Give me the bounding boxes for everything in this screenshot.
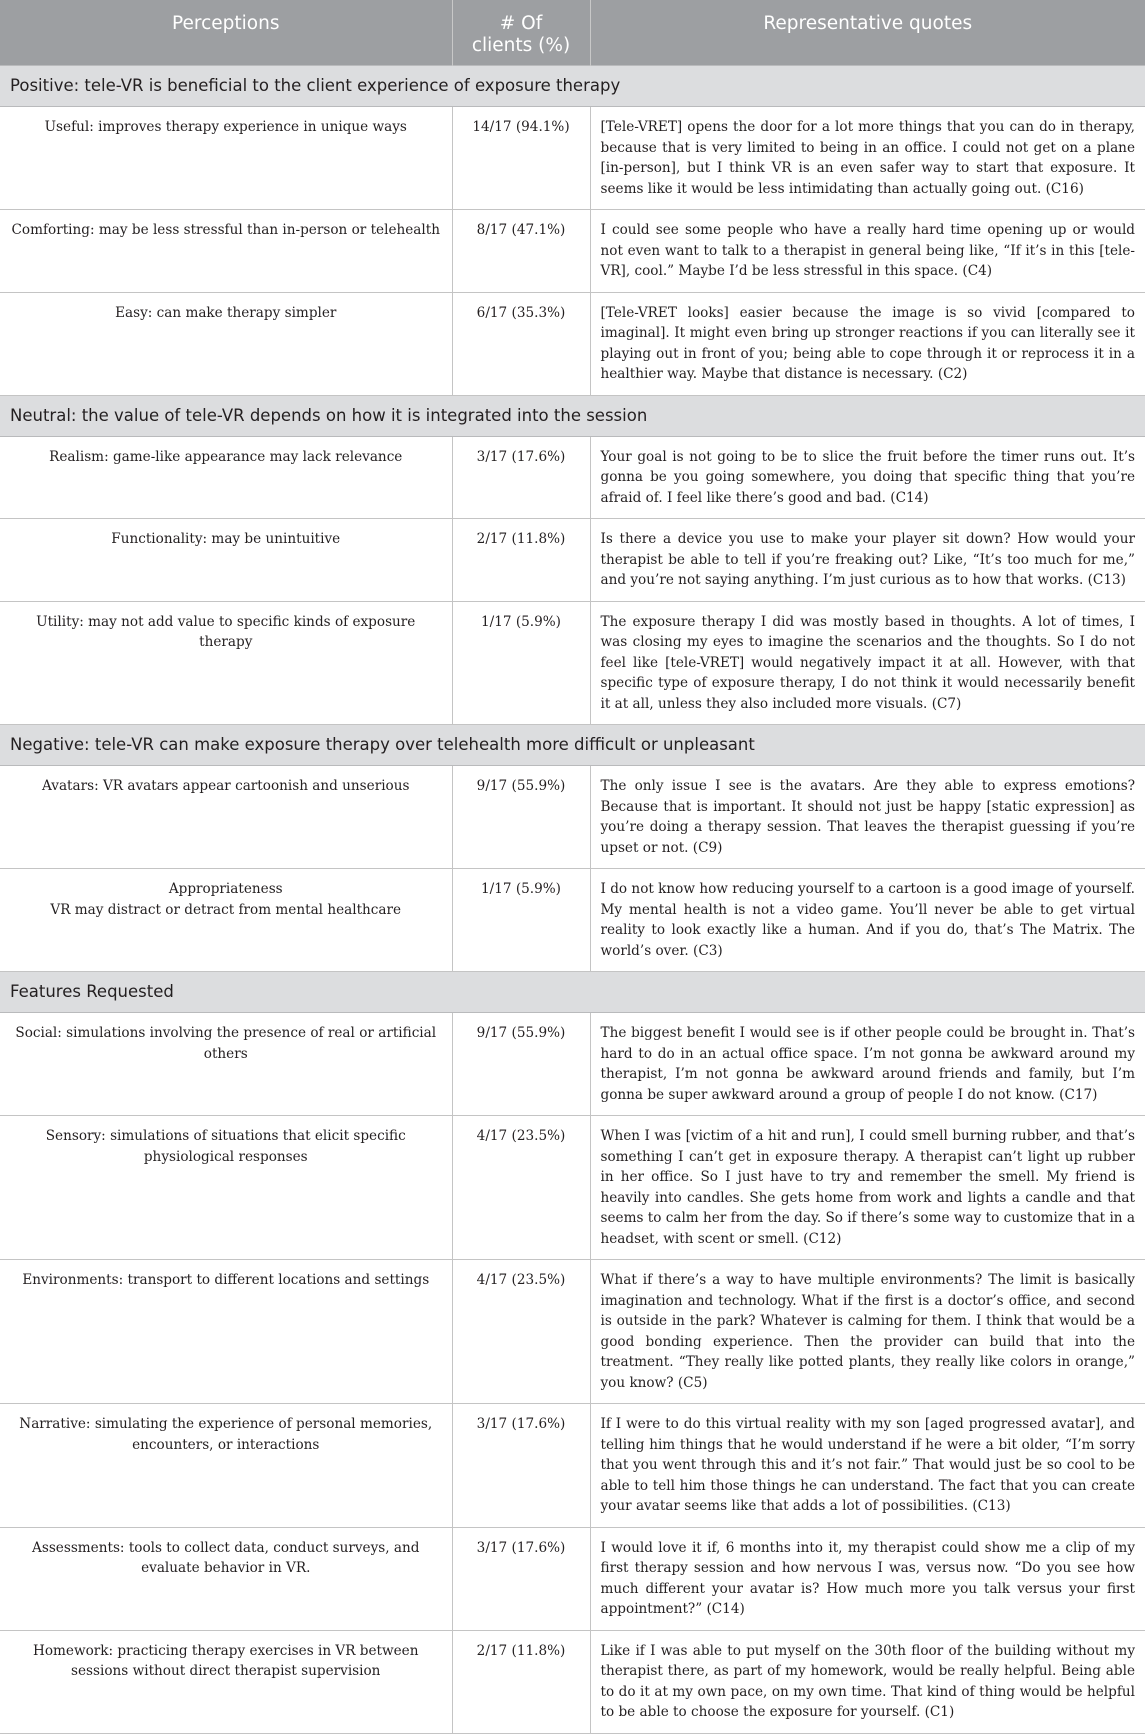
section-positive — [0, 66, 1145, 107]
quote-cell: Like if I was able to put myself on the 30th floor of the building without my therapist there, as part of my homework, would be really helpful. Being able to do it at my own pace, on my own time. That kind of thing would be helpful to be able to choose the exposure for yourself. (C1) — [590, 1630, 1145, 1733]
section-neutral — [0, 395, 1145, 436]
section-negative — [0, 725, 1145, 766]
clients-cell: 1/17 (5.9%) — [452, 869, 590, 972]
table-row — [0, 1260, 1145, 1404]
perception-label: Appropriateness — [168, 881, 283, 897]
perception-cell: Assessments: tools to collect data, conduct surveys, and evaluate behavior in VR. — [0, 1527, 452, 1630]
header-quotes: Representative quotes — [590, 0, 1145, 66]
table-row — [0, 436, 1145, 519]
clients-cell: 6/17 (35.3%) — [452, 292, 590, 395]
quote-cell: The biggest benefit I would see is if other people could be brought in. That’s hard to do in an actual office space. I’m not gonna be awkward around my therapist, I’m not gonna be awkward around friends and family, but I’m gonna be super awkward around a group of people I do not know. (C17) — [590, 1013, 1145, 1116]
perception-cell — [0, 869, 452, 972]
perception-cell: Narrative: simulating the experience of personal memories, encounters, or interactions — [0, 1404, 452, 1528]
table-row — [0, 519, 1145, 602]
clients-cell: 4/17 (23.5%) — [452, 1260, 590, 1404]
perception-description: VR may distract or detract from mental healthcare — [50, 901, 402, 918]
quote-cell: Is there a device you use to make your player sit down? How would your therapist be able to tell if you’re freaking out? Like, “It’s too much for me,” and you’re not saying anything. I’m just curious as to how that works. (C13) — [590, 519, 1145, 602]
clients-cell: 8/17 (47.1%) — [452, 210, 590, 293]
section-title: Negative: tele-VR can make exposure therapy over telehealth more difficult or unpleasant — [0, 725, 1145, 766]
header-clients-line2: clients (%) — [471, 35, 571, 56]
table-row — [0, 601, 1145, 725]
quote-cell: Your goal is not going to be to slice the fruit before the timer runs out. It’s gonna be you going somewhere, you doing that specific thing that you’re afraid of. I feel like there’s good and bad. (C14) — [590, 436, 1145, 519]
perception-cell: Avatars: VR avatars appear cartoonish and unserious — [0, 766, 452, 869]
table-row — [0, 210, 1145, 293]
table-header — [0, 0, 1145, 66]
table-row — [0, 1404, 1145, 1528]
header-clients — [452, 0, 590, 66]
quote-cell: [Tele-VRET] opens the door for a lot more things that you can do in therapy, because that is very limited to being in an office. I could not get on a plane [in-person], but I think VR is an even safer way to start that exposure. It seems like it would be less intimidating than actually going out. (C16) — [590, 107, 1145, 210]
table-row — [0, 1527, 1145, 1630]
quote-cell: I could see some people who have a really hard time opening up or would not even want to talk to a therapist in general being like, “If it’s in this [tele-VR], cool.” Maybe I’d be less stressful in this space. (C4) — [590, 210, 1145, 293]
quote-cell: The only issue I see is the avatars. Are they able to express emotions? Because that is important. It should not just be happy [static expression] as you’re doing a therapy session. That leaves the therapist guessing if you’re upset or not. (C9) — [590, 766, 1145, 869]
perception-cell: Easy: can make therapy simpler — [0, 292, 452, 395]
quote-cell: The exposure therapy I did was mostly based in thoughts. A lot of times, I was closing my eyes to imagine the scenarios and the thoughts. So I do not feel like [tele-VRET] would negatively impact it at all. However, with that specific type of exposure therapy, I do not think it would necessarily benefit it at all, unless they also included more visuals. (C7) — [590, 601, 1145, 725]
table-row — [0, 1013, 1145, 1116]
header-perceptions: Perceptions — [0, 0, 452, 66]
perception-cell: Useful: improves therapy experience in unique ways — [0, 107, 452, 210]
clients-cell: 9/17 (55.9%) — [452, 1013, 590, 1116]
clients-cell: 14/17 (94.1%) — [452, 107, 590, 210]
table-row — [0, 869, 1145, 972]
clients-cell: 9/17 (55.9%) — [452, 766, 590, 869]
quote-cell: I do not know how reducing yourself to a cartoon is a good image of yourself. My mental health is not a video game. You’ll never be able to get virtual reality to look exactly like a human. And if you do, that’s The Matrix. The world’s over. (C3) — [590, 869, 1145, 972]
clients-cell: 3/17 (17.6%) — [452, 1404, 590, 1528]
clients-cell: 1/17 (5.9%) — [452, 601, 590, 725]
table-row — [0, 766, 1145, 869]
quote-cell: When I was [victim of a hit and run], I could smell burning rubber, and that’s something I can’t get in exposure therapy. A therapist can’t light up rubber in her office. So I just have to try and remember the smell. My friend is heavily into candles. She gets home from work and lights a candle and that seems to calm her from the day. So if there’s some way to customize that in a headset, with scent or smell. (C12) — [590, 1116, 1145, 1260]
section-title: Neutral: the value of tele-VR depends on how it is integrated into the session — [0, 395, 1145, 436]
perception-cell: Realism: game-like appearance may lack relevance — [0, 436, 452, 519]
clients-cell: 2/17 (11.8%) — [452, 519, 590, 602]
section-title: Features Requested — [0, 972, 1145, 1013]
section-features — [0, 972, 1145, 1013]
table-row — [0, 1116, 1145, 1260]
header-clients-line1: # Of — [499, 13, 543, 34]
table-body — [0, 66, 1145, 1734]
clients-cell: 3/17 (17.6%) — [452, 436, 590, 519]
clients-cell: 4/17 (23.5%) — [452, 1116, 590, 1260]
quote-cell: I would love it if, 6 months into it, my therapist could show me a clip of my first therapy session and how nervous I was, versus now. “Do you see how much different your avatar is? How much more you talk versus your first appointment?” (C14) — [590, 1527, 1145, 1630]
table-row — [0, 107, 1145, 210]
perception-cell: Comforting: may be less stressful than in-person or telehealth — [0, 210, 452, 293]
perception-cell: Homework: practicing therapy exercises in VR between sessions without direct therapist supervision — [0, 1630, 452, 1733]
clients-cell: 3/17 (17.6%) — [452, 1527, 590, 1630]
perception-cell: Sensory: simulations of situations that elicit specific physiological responses — [0, 1116, 452, 1260]
quote-cell: What if there’s a way to have multiple environments? The limit is basically imagination and technology. What if the first is a doctor’s office, and second is outside in the park? Whatever is calming for them. I think that would be a good bonding experience. Then the provider can build that into the treatment. “They really like potted plants, they really like colors in orange,” you know? (C5) — [590, 1260, 1145, 1404]
table-row — [0, 292, 1145, 395]
quote-cell: [Tele-VRET looks] easier because the image is so vivid [compared to imaginal]. It might even bring up stronger reactions if you can literally see it playing out in front of you; being able to cope through it or reprocess it in a healthier way. Maybe that distance is necessary. (C2) — [590, 292, 1145, 395]
section-title: Positive: tele-VR is beneficial to the client experience of exposure therapy — [0, 66, 1145, 107]
perception-cell: Functionality: may be unintuitive — [0, 519, 452, 602]
perception-cell: Social: simulations involving the presence of real or artificial others — [0, 1013, 452, 1116]
clients-cell: 2/17 (11.8%) — [452, 1630, 590, 1733]
perception-cell: Environments: transport to different locations and settings — [0, 1260, 452, 1404]
table-row — [0, 1630, 1145, 1733]
perception-cell: Utility: may not add value to specific kinds of exposure therapy — [0, 601, 452, 725]
quote-cell: If I were to do this virtual reality with my son [aged progressed avatar], and telling him things that he would understand if he were a bit older, “I’m sorry that you went through this and it’s not fair.” That would just be so cool to be able to tell him those things he can understand. The fact that you can create your avatar seems like that adds a lot of possibilities. (C13) — [590, 1404, 1145, 1528]
